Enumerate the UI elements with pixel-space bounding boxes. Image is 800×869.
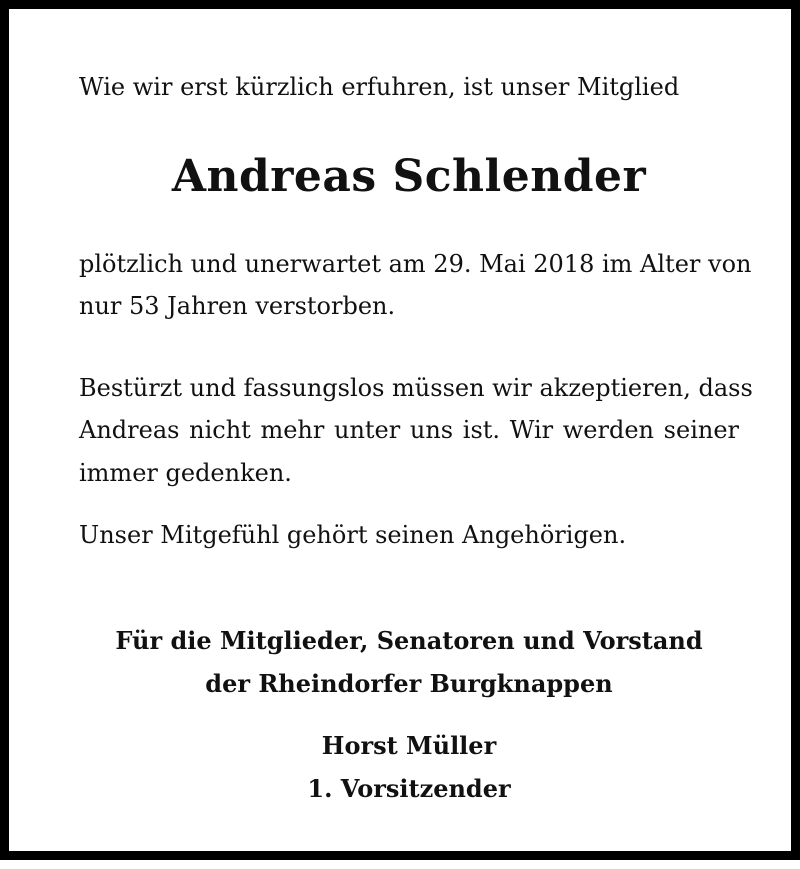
obituary-notice-content: [79, 9, 753, 869]
signature-organization-line-1: Für die Mitglieder, Senatoren und Vorstand: [115, 626, 703, 655]
signer-title: 1. Vorsitzender: [307, 774, 511, 803]
condolence-line-3: immer gedenken.: [79, 459, 292, 487]
condolence-line-1: Bestürzt und fassungslos müssen wir akzeptieren, dass: [79, 374, 753, 402]
death-info-line-2: nur 53 Jahren verstorben.: [79, 292, 396, 320]
deceased-name: Andreas Schlender: [171, 151, 647, 202]
sympathy-text: Unser Mitgefühl gehört seinen Angehörigen.: [79, 521, 627, 549]
death-info-line-1: plötzlich und unerwartet am 29. Mai 2018 im Alter von: [79, 250, 752, 278]
condolence-line-2: Andreas nicht mehr unter uns ist. Wir werden seiner: [79, 416, 739, 444]
signer-name: Horst Müller: [321, 731, 497, 760]
signature-organization-line-2: der Rheindorfer Burgknappen: [205, 669, 613, 698]
intro-text: Wie wir erst kürzlich erfuhren, ist unser Mitglied: [79, 73, 680, 101]
